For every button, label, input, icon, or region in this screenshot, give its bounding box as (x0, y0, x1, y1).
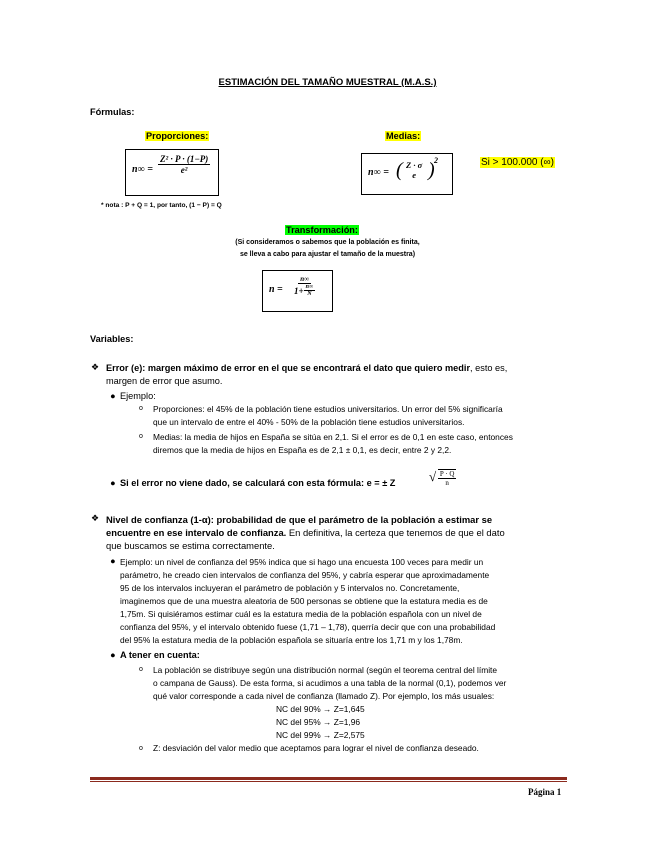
footer-rule (90, 777, 567, 780)
z-desviacion-note: Z: desviación del valor medio que aceptamos para lograr el nivel de confianza deseado. (153, 743, 479, 753)
dot-bullet-icon: ● (110, 650, 116, 660)
proporciones-label: Proporciones: (146, 131, 209, 141)
error-definition: Error (e): margen máximo de error en el que se encontrará el dato que quiero medir, esto es, margen de error que asumo. (106, 363, 508, 386)
page-title: ESTIMACIÓN DEL TAMAÑO MUESTRAL (M.A.S.) (218, 77, 437, 88)
variables-heading: Variables: (90, 334, 134, 344)
diamond-bullet-icon: ❖ (91, 513, 100, 523)
medias-n-lhs: n∞ = (368, 167, 389, 178)
circle-bullet-icon: o (139, 745, 143, 752)
circle-bullet-icon: o (139, 433, 143, 440)
page-number: Página 1 (528, 787, 562, 797)
medias-formula-box (361, 153, 453, 195)
medias-label: Medias: (386, 131, 421, 141)
confianza-ejemplo: Ejemplo: un nivel de confianza del 95% indica que si hago una encuesta 100 veces para medir un parámetro, he creado cien intervalos de confianza del 95%, y cabría esperar que aproximadamente 95 de los intervalos incluyeran el parámetro de población y 5 intervalos no. Concretamente, imaginemos que de una muestra aleatoria de 500 personas se obtiene que la estatura media es de 1,75m. Si quisiéramos estimar cuál es la estatura media de la población española con un nivel de confianza del 95%, y el intervalo obtenido fuese (1,71 – 1,78), querría decir que con una probabilidad del 95% la estatura media de la población española se situaría entre los 1,71 m y los 1,78m. (120, 557, 496, 645)
error-medias-example: Medias: la media de hijos en España se sitúa en 2,1. Si el error es de 0,1 en este caso, entonces diremos que la media de hijos en España es de 2,1 ± 0,1, es decir, entre 2 y 2,2. (153, 432, 513, 455)
transformacion-fraction (292, 275, 317, 297)
normal-distribution-note: La población se distribuye según una distribución normal (según el teorema central del límite o campana de Gauss). De esta forma, si acudimos a una tabla de la normal (0,1), podemos ver qué valor corresponde a cada nivel de confianza (llamado Z). Por ejemplo, los más usuales: (153, 665, 507, 701)
transformacion-note-2: se lleva a cabo para ajustar el tamaño de la muestra) (239, 251, 416, 258)
transformacion-n-lhs: n = (269, 284, 283, 295)
transformacion-label: Transformación: (286, 225, 358, 235)
error-sqrt-fraction: √ $\frac{P \cdot Q}{n}$ (429, 469, 455, 487)
proporciones-denominator: e² (180, 165, 188, 175)
medias-denominator: e (412, 170, 416, 180)
error-ejemplo: Ejemplo: (120, 391, 156, 401)
infinite-population-note: Si > 100.000 (∞) (481, 157, 555, 168)
error-proporciones-example: Proporciones: el 45% de la población tiene estudios universitarios. Un error del 5% significaría que un intervalo de entre el 40% - 50% de la población tiene estudios universitarios. (153, 404, 503, 427)
proporciones-fraction (158, 154, 210, 175)
footer-rule-thin (90, 781, 567, 782)
transformacion-numerator: n∞ (300, 275, 310, 283)
sqrt-icon: √ (429, 469, 437, 484)
nc-values-list: NC del 90% → Z=1,645 NC del 95% → Z=1,96 NC del 99% → Z=2,575 (276, 704, 365, 740)
dot-bullet-icon: ● (110, 391, 116, 401)
proporciones-formula-box (125, 149, 219, 196)
confianza-definition: Nivel de confianza (1-α): probabilidad de que el parámetro de la población a estimar se encuentre en ese intervalo de confianza. En definitiva, la certeza que tenemos de que el dato que buscamos se estima correctamente. (106, 514, 505, 551)
transformacion-denominator: 1+ $\frac{n\infty}{N}$ (294, 284, 314, 297)
diamond-bullet-icon: ❖ (91, 362, 100, 372)
medias-fraction (404, 160, 424, 180)
right-paren-icon: ) (428, 159, 435, 181)
formulas-heading: Fórmulas: (90, 107, 135, 117)
dot-bullet-icon: ● (110, 556, 116, 566)
circle-bullet-icon: o (139, 405, 143, 412)
proporciones-nota: * nota : P + Q = 1, por tanto, (1 − P) = Q (101, 202, 222, 209)
medias-numerator: Z · σ (406, 160, 423, 170)
medias-exponent: 2 (434, 156, 438, 165)
tener-en-cuenta: A tener en cuenta: (120, 650, 200, 660)
dot-bullet-icon: ● (110, 478, 116, 488)
n-infinity-lhs: n∞ = (132, 164, 153, 175)
proporciones-numerator: Z² · P · (1−P) (160, 154, 209, 164)
circle-bullet-icon: o (139, 666, 143, 673)
transformacion-formula-box (262, 270, 333, 312)
transformacion-note-1: (Si consideramos o sabemos que la población es finita, (235, 239, 420, 246)
error-formula-text: Si el error no viene dado, se calculará con esta fórmula: e = ± Z (120, 478, 396, 488)
left-paren-icon: ( (396, 159, 403, 181)
